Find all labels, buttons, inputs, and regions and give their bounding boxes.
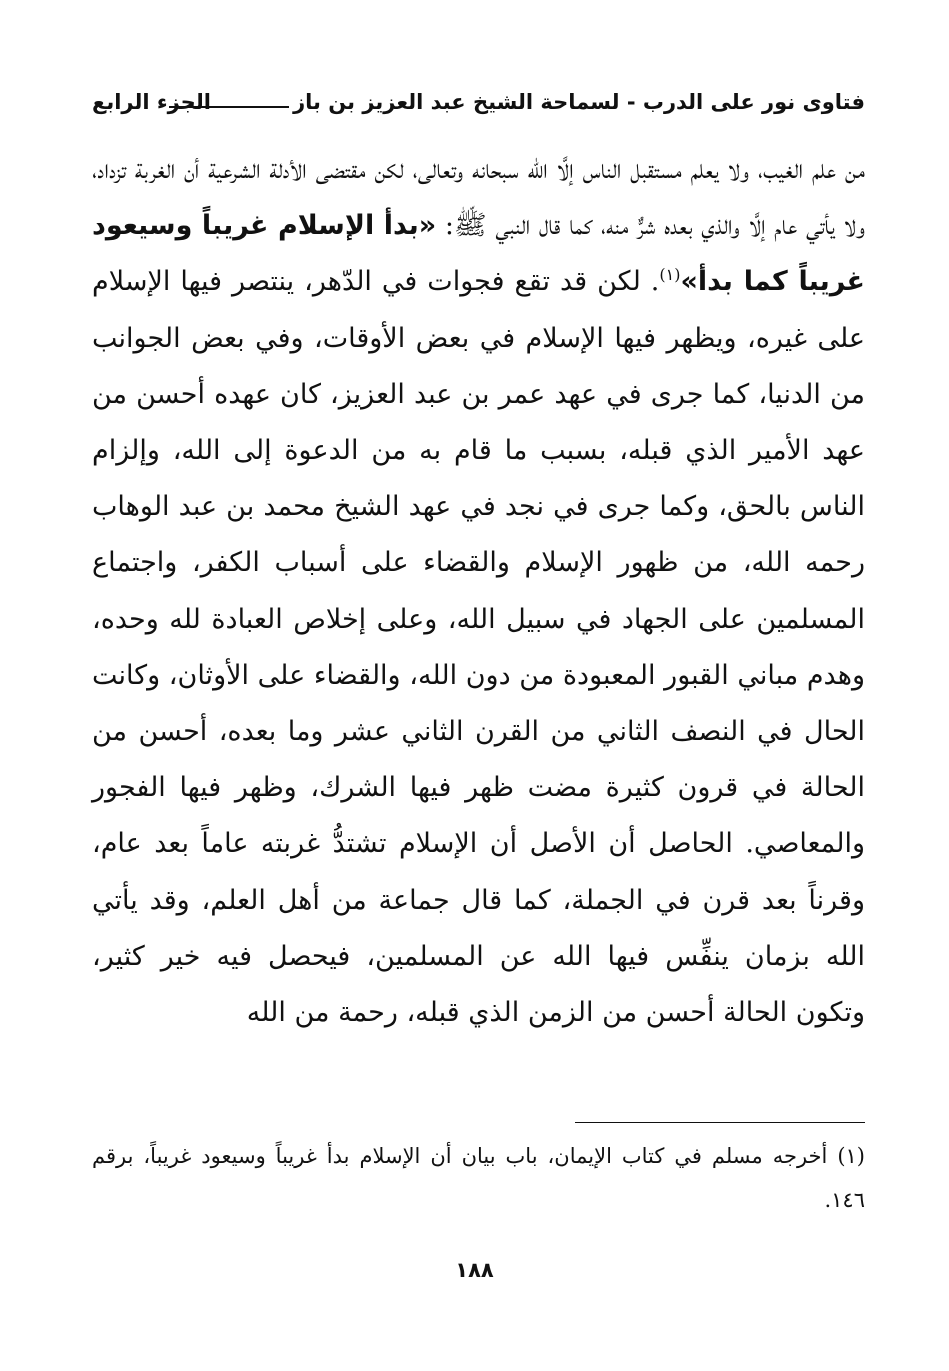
footnote-separator bbox=[575, 1122, 865, 1123]
main-text bbox=[92, 142, 865, 1041]
header-book-title-text: فتاوى نور على الدرب - لسماحة الشيخ عبد العزيز بن باز bbox=[293, 90, 865, 114]
footnote bbox=[92, 1134, 865, 1222]
header-part-label: الجزء الرابع bbox=[92, 90, 211, 114]
page-number: ١٨٨ bbox=[455, 1258, 494, 1282]
text-before-hadith: من علم الغيب، ولا يعلم مستقبل الناس إلَّا الله سبحانه وتعالى، لكن مقتضى الأدلة الشرعية أن الغربة تزداد، ولا يأتي عام إلَّا والذي بعده شرٌّ منه، كما قال النبي ﷺ: bbox=[92, 154, 865, 242]
text-after-hadith: . لكن قد تقع فجوات في الدّهر، ينتصر فيها الإسلام على غيره، ويظهر فيها الإسلام في بعض الأوقات، وفي بعض الجوانب من الدنيا، كما جرى في عهد عمر بن عبد العزيز، كان عهده أحسن من عهد الأمير الذي قبله، بسبب ما قام به من الدعوة إلى الله، وإلزام الناس بالحق، وكما جرى في نجد في عهد الشيخ محمد بن عبد الوهاب رحمه الله، من ظهور الإسلام والقضاء على أسباب الكفر، واجتماع المسلمين على الجهاد في سبيل الله، وعلى إخلاص العبادة لله وحده، وهدم مباني القبور المعبودة من دون الله، والقضاء على الأوثان، وكانت الحال في النصف الثاني من القرن الثاني عشر وما بعده، أحسن من الحالة في قرون كثيرة مضت ظهر فيها الشرك، وظهر فيها الفجور والمعاصي. الحاصل أن الأصل أن الإسلام تشتدُّ غربته عاماً بعد عام، وقرناً بعد قرن في الجملة، كما قال جماعة من أهل العلم، وقد يأتي الله بزمان ينفِّس فيها الله عن المسلمين، فيحصل فيه خير كثير، وتكون الحالة أحسن من الزمن الذي قبله، رحمة من الله bbox=[92, 266, 865, 1029]
hadith-quote: «بدأ الإسلام غريباً وسيعود غريباً كما بدأ» bbox=[92, 210, 865, 298]
main-paragraph bbox=[92, 142, 865, 1041]
footnote-reference: (١) bbox=[659, 265, 681, 285]
header-book-title bbox=[165, 82, 865, 122]
footnote-text: (١) أخرجه مسلم في كتاب الإيمان، باب بيان أن الإسلام بدأ غريباً وسيعود غريباً، برقم ١٤٦. bbox=[92, 1144, 865, 1212]
running-header bbox=[92, 82, 865, 122]
